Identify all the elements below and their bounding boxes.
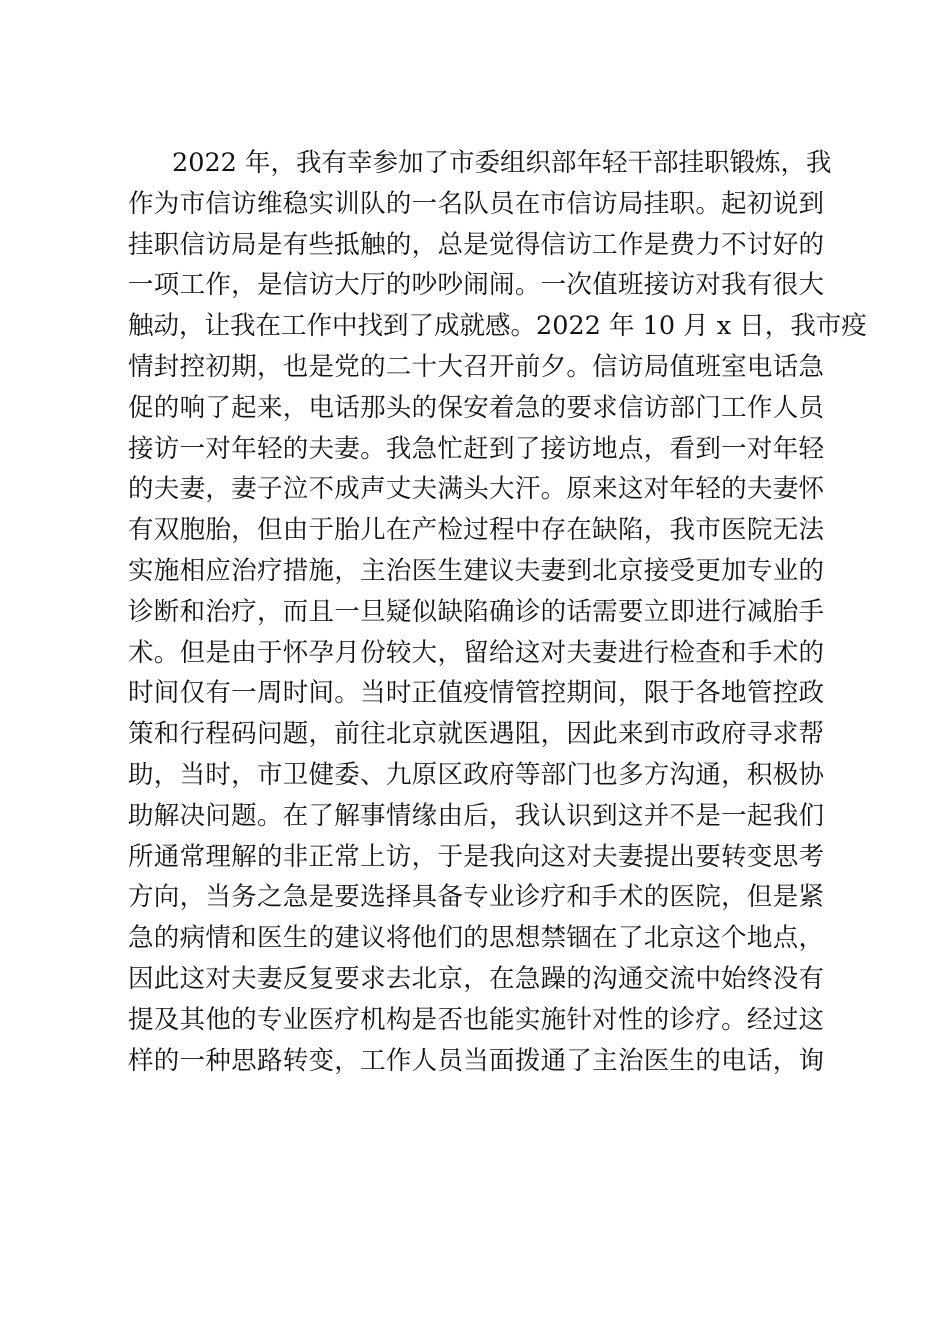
- paragraph-line: 策和行程码问题，前往北京就医遇阻，因此来到市政府寻求帮: [128, 719, 824, 750]
- paragraph-line: 样的一种思路转变，工作人员当面拨通了主治医生的电话，询: [128, 1045, 824, 1076]
- paragraph-line: 一项工作，是信访大厅的吵吵闹闹。一次值班接访对我有很大: [128, 270, 824, 301]
- paragraph-line: 促的响了起来，电话那头的保安着急的要求信访部门工作人员: [128, 392, 824, 423]
- paragraph-line: 急的病情和医生的建议将他们的思想禁锢在了北京这个地点，: [128, 923, 824, 954]
- paragraph-line: 的夫妻，妻子泣不成声丈夫满头大汗。原来这对年轻的夫妻怀: [128, 474, 824, 505]
- paragraph-line: 助解决问题。在了解事情缘由后，我认识到这并不是一起我们: [128, 800, 824, 831]
- paragraph-line: 术。但是由于怀孕月份较大，留给这对夫妻进行检查和手术的: [128, 637, 824, 668]
- paragraph-line: 提及其他的专业医疗机构是否也能实施针对性的诊疗。经过这: [128, 1004, 824, 1035]
- paragraph-line: 接访一对年轻的夫妻。我急忙赶到了接访地点，看到一对年轻: [128, 433, 824, 464]
- paragraph-line: 助，当时，市卫健委、九原区政府等部门也多方沟通，积极协: [128, 759, 824, 790]
- paragraph-line: 挂职信访局是有些抵触的，总是觉得信访工作是费力不讨好的: [128, 229, 824, 260]
- paragraph-line: 作为市信访维稳实训队的一名队员在市信访局挂职。起初说到: [128, 188, 824, 219]
- paragraph-line: 方向，当务之急是要选择具备专业诊疗和手术的医院，但是紧: [128, 882, 824, 913]
- paragraph-line: 实施相应治疗措施，主治医生建议夫妻到北京接受更加专业的: [128, 555, 824, 586]
- paragraph-line: 2022 年，我有幸参加了市委组织部年轻干部挂职锻炼，我: [172, 148, 832, 178]
- paragraph-line: 因此这对夫妻反复要求去北京，在急躁的沟通交流中始终没有: [128, 963, 824, 994]
- paragraph-line: 有双胞胎，但由于胎儿在产检过程中存在缺陷，我市医院无法: [128, 515, 824, 546]
- paragraph-line: 所通常理解的非正常上访，于是我向这对夫妻提出要转变思考: [128, 841, 824, 872]
- paragraph-line: 触动，让我在工作中找到了成就感。2022 年 10 月 x 日，我市疫: [128, 311, 867, 342]
- paragraph-line: 时间仅有一周时间。当时正值疫情管控期间，限于各地管控政: [128, 678, 824, 709]
- paragraph-line: 情封控初期，也是党的二十大召开前夕。信访局值班室电话急: [128, 351, 824, 382]
- paragraph-line: 诊断和治疗，而且一旦疑似缺陷确诊的话需要立即进行减胎手: [128, 596, 824, 627]
- body-paragraph: [128, 143, 867, 1081]
